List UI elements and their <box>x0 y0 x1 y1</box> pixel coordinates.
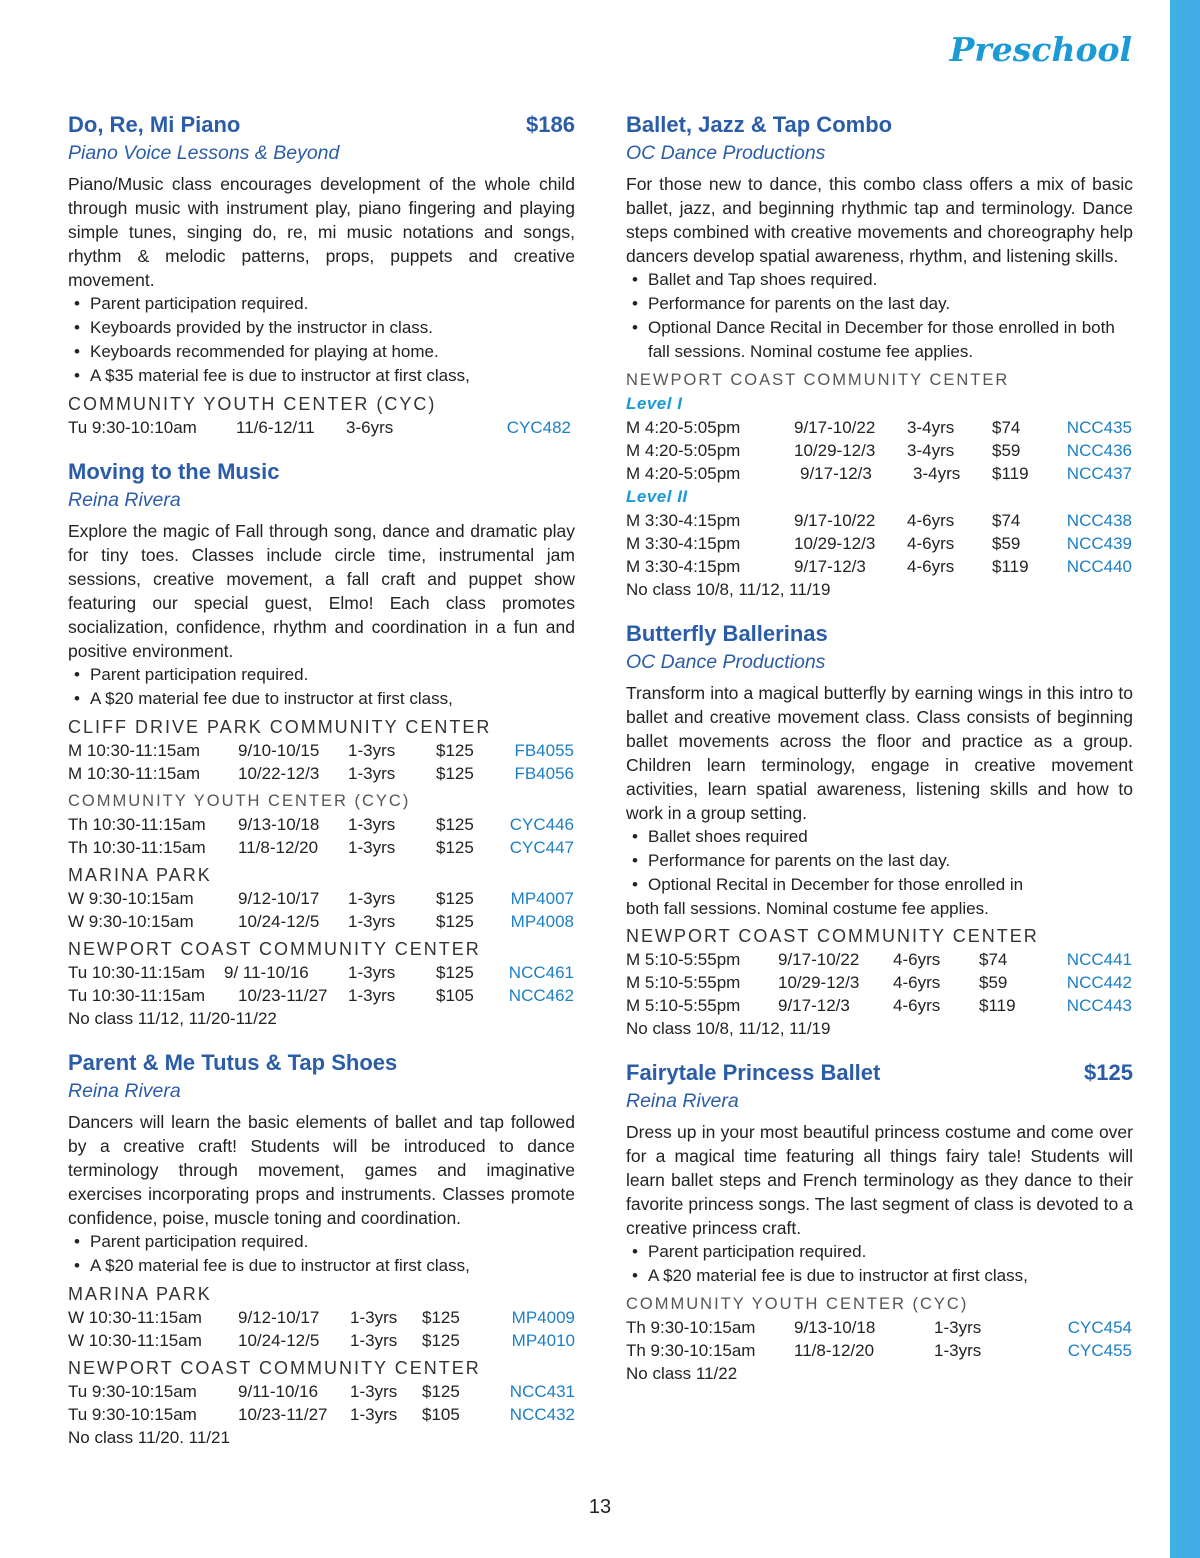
dates: 9/17-12/3 <box>778 996 850 1015</box>
ages: 1-3yrs <box>348 815 396 834</box>
ages: 4-6yrs <box>893 950 941 969</box>
no-class-note: No class 10/8, 11/12, 11/19 <box>626 1019 831 1038</box>
bullet-item: • Ballet shoes required <box>626 825 1133 849</box>
level-label: Level II <box>626 487 688 506</box>
schedule-row <box>626 994 1133 1017</box>
sidebar-accent-bar <box>1170 0 1200 1558</box>
fee: $105 <box>436 986 474 1005</box>
ages: 1-3yrs <box>934 1341 982 1360</box>
right-column <box>626 110 1133 1403</box>
location-heading: COMMUNITY YOUTH CENTER (CYC) <box>68 792 411 810</box>
course-code: NCC436 <box>1066 441 1132 460</box>
course-do-re-mi-piano <box>68 110 575 439</box>
day-time: Tu 9:30-10:10am <box>68 418 197 437</box>
schedule-row <box>626 1316 1133 1339</box>
day-time: W 10:30-11:15am <box>68 1331 202 1350</box>
dates: 10/29-12/3 <box>778 973 860 992</box>
fee: $125 <box>436 963 474 982</box>
day-time: Tu 10:30-11:15am <box>68 986 206 1005</box>
course-code: NCC441 <box>1066 950 1132 969</box>
course-bullets <box>626 1240 1133 1288</box>
course-code: NCC443 <box>1066 996 1132 1015</box>
dates: 9/17-10/22 <box>778 950 860 969</box>
course-code: MP4007 <box>510 889 574 908</box>
day-time: Tu 9:30-10:15am <box>68 1405 197 1424</box>
day-time: M 10:30-11:15am <box>68 764 200 783</box>
bullet-item: • Parent participation required. <box>68 292 575 316</box>
course-code: NCC442 <box>1066 973 1132 992</box>
fee: $119 <box>979 996 1016 1015</box>
schedule-row <box>626 1339 1133 1362</box>
course-moving-to-the-music <box>68 457 575 1030</box>
schedule-row <box>68 1306 575 1329</box>
schedule-row <box>626 509 1133 532</box>
dates: 10/29-12/3 <box>794 441 876 460</box>
ages: 1-3yrs <box>348 986 396 1005</box>
course-title: Do, Re, Mi Piano <box>68 112 241 137</box>
ages: 3-4yrs <box>907 418 955 437</box>
course-description: Transform into a magical butterfly by earning wings in this intro to ballet and creative movement class. Class consists of beginning ballet movements across the floor and practice as a group. Children learn terminology, engage in creative movement activities, learn spatial awareness, listening skills and how to work in a group setting. <box>626 683 1133 823</box>
schedule-row <box>626 532 1133 555</box>
section-title: Preschool <box>949 30 1132 69</box>
day-time: W 10:30-11:15am <box>68 1308 202 1327</box>
day-time: M 3:30-4:15pm <box>626 511 741 530</box>
no-class-note: No class 11/22 <box>626 1364 738 1383</box>
course-title: Butterfly Ballerinas <box>626 621 828 646</box>
day-time: M 3:30-4:15pm <box>626 557 741 576</box>
dates: 9/17-12/3 <box>800 464 872 483</box>
dates: 10/23-11/27 <box>238 1405 328 1424</box>
level-label: Level I <box>626 394 683 413</box>
course-title: Moving to the Music <box>68 459 280 484</box>
ages: 4-6yrs <box>893 973 941 992</box>
bullet-item: • Optional Dance Recital in December for those enrolled in both fall sessions. Nominal costume fee applies. <box>626 316 1133 364</box>
course-code: MP4009 <box>511 1308 575 1327</box>
course-header <box>68 110 575 140</box>
bullet-continuation: both fall sessions. Nominal costume fee applies. <box>626 899 989 918</box>
dates: 9/17-10/22 <box>794 511 876 530</box>
schedule-row <box>626 462 1133 485</box>
location-heading: CLIFF DRIVE PARK COMMUNITY CENTER <box>68 717 492 737</box>
day-time: Tu 10:30-11:15am <box>68 963 206 982</box>
no-class-note: No class 11/12, 11/20-11/22 <box>68 1009 277 1028</box>
dates: 9/11-10/16 <box>238 1382 319 1401</box>
schedule-row <box>68 887 575 910</box>
ages: 1-3yrs <box>348 741 396 760</box>
course-price: $125 <box>1084 1060 1133 1085</box>
bullet-item: • Ballet and Tap shoes required. <box>626 268 1133 292</box>
course-provider: Reina Rivera <box>68 1080 181 1102</box>
schedule-row <box>68 984 575 1007</box>
day-time: W 9:30-10:15am <box>68 912 194 931</box>
dates: 9/13-10/18 <box>794 1318 876 1337</box>
day-time: M 4:20-5:05pm <box>626 418 741 437</box>
location-heading: NEWPORT COAST COMMUNITY CENTER <box>68 939 481 959</box>
fee: $125 <box>436 815 474 834</box>
course-code: MP4010 <box>511 1331 575 1350</box>
course-bullets <box>68 292 575 388</box>
no-class-note: No class 10/8, 11/12, 11/19 <box>626 580 831 599</box>
course-description: Explore the magic of Fall through song, dance and dramatic play for tiny toes. Classes include circle time, instrumental jam sessions, creative movement, a fall craft and puppet show featuring our special guest, Elmo! Each class promotes socialization, confidence, rhythm and coordination in a fun and positive environment. <box>68 521 575 661</box>
course-code: NCC432 <box>509 1405 575 1424</box>
course-title: Ballet, Jazz & Tap Combo <box>626 112 893 137</box>
course-provider: OC Dance Productions <box>626 142 826 164</box>
fee: $125 <box>436 764 474 783</box>
course-butterfly-ballerinas <box>626 619 1133 1040</box>
ages: 1-3yrs <box>350 1331 398 1350</box>
page-number: 13 <box>588 1496 612 1518</box>
day-time: M 4:20-5:05pm <box>626 441 741 460</box>
ages: 1-3yrs <box>350 1405 398 1424</box>
day-time: M 5:10-5:55pm <box>626 996 741 1015</box>
schedule-row <box>68 1329 575 1352</box>
fee: $125 <box>422 1308 460 1327</box>
dates: 9/13-10/18 <box>238 815 320 834</box>
course-code: MP4008 <box>510 912 574 931</box>
bullet-item: • Performance for parents on the last day. <box>626 292 1133 316</box>
schedule-row <box>68 961 575 984</box>
fee: $59 <box>992 441 1021 460</box>
no-class-note: No class 11/20. 11/21 <box>68 1428 230 1447</box>
day-time: M 4:20-5:05pm <box>626 464 741 483</box>
ages: 1-3yrs <box>350 1308 398 1327</box>
day-time: Th 9:30-10:15am <box>626 1318 756 1337</box>
course-code: CYC446 <box>509 815 574 834</box>
day-time: M 3:30-4:15pm <box>626 534 741 553</box>
schedule-row <box>68 1403 575 1426</box>
dates: 9/12-10/17 <box>238 889 320 908</box>
course-code: CYC482 <box>506 418 571 437</box>
course-code: NCC431 <box>509 1382 575 1401</box>
bullet-item: • A $20 material fee is due to instructor at first class, <box>626 1264 1133 1288</box>
course-description: Piano/Music class encourages development of the whole child through music with instrument play, piano fingering and playing simple tunes, singing do, re, mi music notations and songs, rhythm & melodic patterns, props, puppets and creative movement. <box>68 174 575 290</box>
course-bullets <box>68 1230 575 1278</box>
ages: 3-4yrs <box>913 464 961 483</box>
ages: 1-3yrs <box>348 764 396 783</box>
course-provider: Piano Voice Lessons & Beyond <box>68 142 340 164</box>
location-heading: COMMUNITY YOUTH CENTER (CYC) <box>626 1295 969 1313</box>
bullet-item: • Parent participation required. <box>626 1240 1133 1264</box>
course-code: NCC438 <box>1066 511 1132 530</box>
schedule-row <box>68 1380 575 1403</box>
dates: 9/ 11-10/16 <box>224 963 309 982</box>
course-description: Dress up in your most beautiful princess costume and come over for a magical time featuring all things fairy tale! Students will learn ballet steps and French terminology as they dance to their favorite princess songs. The last segment of class is devoted to a creative princess craft. <box>626 1122 1133 1238</box>
dates: 11/8-12/20 <box>794 1341 875 1360</box>
ages: 1-3yrs <box>348 838 396 857</box>
location-heading: MARINA PARK <box>68 865 212 885</box>
fee: $74 <box>992 511 1021 530</box>
location-heading: NEWPORT COAST COMMUNITY CENTER <box>626 371 1010 389</box>
course-fairytale-princess-ballet <box>626 1058 1133 1385</box>
schedule-row <box>626 416 1133 439</box>
ages: 3-4yrs <box>907 441 955 460</box>
course-code: NCC461 <box>508 963 574 982</box>
ages: 1-3yrs <box>348 889 396 908</box>
schedule-row <box>626 555 1133 578</box>
fee: $119 <box>992 557 1029 576</box>
dates: 9/12-10/17 <box>238 1308 320 1327</box>
dates: 11/8-12/20 <box>238 838 319 857</box>
dates: 11/6-12/11 <box>236 418 315 437</box>
fee: $59 <box>979 973 1008 992</box>
course-code: NCC462 <box>508 986 574 1005</box>
fee: $125 <box>436 838 474 857</box>
course-title: Parent & Me Tutus & Tap Shoes <box>68 1050 398 1075</box>
schedule-row <box>626 948 1133 971</box>
schedule-row <box>68 813 575 836</box>
fee: $59 <box>992 534 1021 553</box>
dates: 10/23-11/27 <box>238 986 328 1005</box>
course-provider: Reina Rivera <box>626 1090 739 1112</box>
day-time: Tu 9:30-10:15am <box>68 1382 197 1401</box>
bullet-item: • Keyboards recommended for playing at home. <box>68 340 575 364</box>
bullet-item: • A $20 material fee due to instructor at first class, <box>68 687 575 711</box>
day-time: M 10:30-11:15am <box>68 741 200 760</box>
fee: $125 <box>436 889 474 908</box>
fee: $125 <box>422 1331 460 1350</box>
course-price: $186 <box>526 112 575 137</box>
location-heading: COMMUNITY YOUTH CENTER (CYC) <box>68 394 437 414</box>
location-heading: MARINA PARK <box>68 1284 212 1304</box>
ages: 4-6yrs <box>907 534 955 553</box>
schedule-row <box>68 762 575 785</box>
day-time: Th 10:30-11:15am <box>68 815 206 834</box>
course-provider: OC Dance Productions <box>626 651 826 673</box>
fee: $105 <box>422 1405 460 1424</box>
bullet-item: • Parent participation required. <box>68 663 575 687</box>
ages: 4-6yrs <box>893 996 941 1015</box>
ages: 4-6yrs <box>907 557 955 576</box>
course-header <box>626 1058 1133 1088</box>
dates: 9/17-12/3 <box>794 557 866 576</box>
course-code: NCC437 <box>1066 464 1132 483</box>
course-code: CYC455 <box>1067 1341 1132 1360</box>
day-time: Th 10:30-11:15am <box>68 838 206 857</box>
dates: 9/10-10/15 <box>238 741 320 760</box>
course-code: NCC440 <box>1066 557 1132 576</box>
bullet-item: • A $20 material fee is due to instructor at first class, <box>68 1254 575 1278</box>
dates: 10/24-12/5 <box>238 1331 320 1350</box>
course-bullets <box>626 268 1133 364</box>
course-code: FB4056 <box>514 764 574 783</box>
course-bullets <box>626 825 1133 897</box>
day-time: Th 9:30-10:15am <box>626 1341 756 1360</box>
bullet-item: • Parent participation required. <box>68 1230 575 1254</box>
day-time: M 5:10-5:55pm <box>626 950 741 969</box>
fee: $125 <box>436 741 474 760</box>
fee: $125 <box>436 912 474 931</box>
ages: 1-3yrs <box>348 912 396 931</box>
course-provider: Reina Rivera <box>68 489 181 511</box>
course-title: Fairytale Princess Ballet <box>626 1060 881 1085</box>
ages: 1-3yrs <box>348 963 396 982</box>
fee: $74 <box>992 418 1021 437</box>
course-code: FB4055 <box>514 741 574 760</box>
course-description: For those new to dance, this combo class offers a mix of basic ballet, jazz, and beginning rhythmic tap and terminology. Dance steps combined with creative movements and choreography help dancers develop spatial awareness, rhythm, and listening skills. <box>626 174 1133 266</box>
dates: 9/17-10/22 <box>794 418 876 437</box>
dates: 10/24-12/5 <box>238 912 320 931</box>
schedule-row <box>626 971 1133 994</box>
course-code: NCC439 <box>1066 534 1132 553</box>
course-parent-me-tutus <box>68 1048 575 1449</box>
location-heading: NEWPORT COAST COMMUNITY CENTER <box>68 1358 481 1378</box>
course-description: Dancers will learn the basic elements of ballet and tap followed by a creative craft! Students will be introduced to dance terminology through movement, games and imaginative exercises incorporating props and instruments. Classes promote confidence, poise, muscle toning and coordination. <box>68 1112 575 1228</box>
ages: 1-3yrs <box>350 1382 398 1401</box>
ages: 4-6yrs <box>907 511 955 530</box>
schedule-row <box>68 910 575 933</box>
course-bullets <box>68 663 575 711</box>
bullet-item: • Keyboards provided by the instructor in class. <box>68 316 575 340</box>
schedule-row <box>68 836 575 859</box>
ages: 3-6yrs <box>346 418 394 437</box>
fee: $125 <box>422 1382 460 1401</box>
day-time: W 9:30-10:15am <box>68 889 194 908</box>
schedule-row <box>68 739 575 762</box>
day-time: M 5:10-5:55pm <box>626 973 741 992</box>
course-code: NCC435 <box>1066 418 1132 437</box>
fee: $119 <box>992 464 1029 483</box>
bullet-item: • Optional Recital in December for those enrolled in <box>626 873 1133 897</box>
course-code: CYC447 <box>509 838 574 857</box>
left-column <box>68 110 575 1467</box>
course-ballet-jazz-tap-combo <box>626 110 1133 601</box>
course-code: CYC454 <box>1067 1318 1132 1337</box>
bullet-item: • Performance for parents on the last day. <box>626 849 1133 873</box>
schedule-row <box>68 416 575 439</box>
bullet-item: • A $35 material fee is due to instructor at first class, <box>68 364 575 388</box>
ages: 1-3yrs <box>934 1318 982 1337</box>
fee: $74 <box>979 950 1008 969</box>
location-heading: NEWPORT COAST COMMUNITY CENTER <box>626 926 1039 946</box>
dates: 10/22-12/3 <box>238 764 320 783</box>
dates: 10/29-12/3 <box>794 534 876 553</box>
schedule-row <box>626 439 1133 462</box>
